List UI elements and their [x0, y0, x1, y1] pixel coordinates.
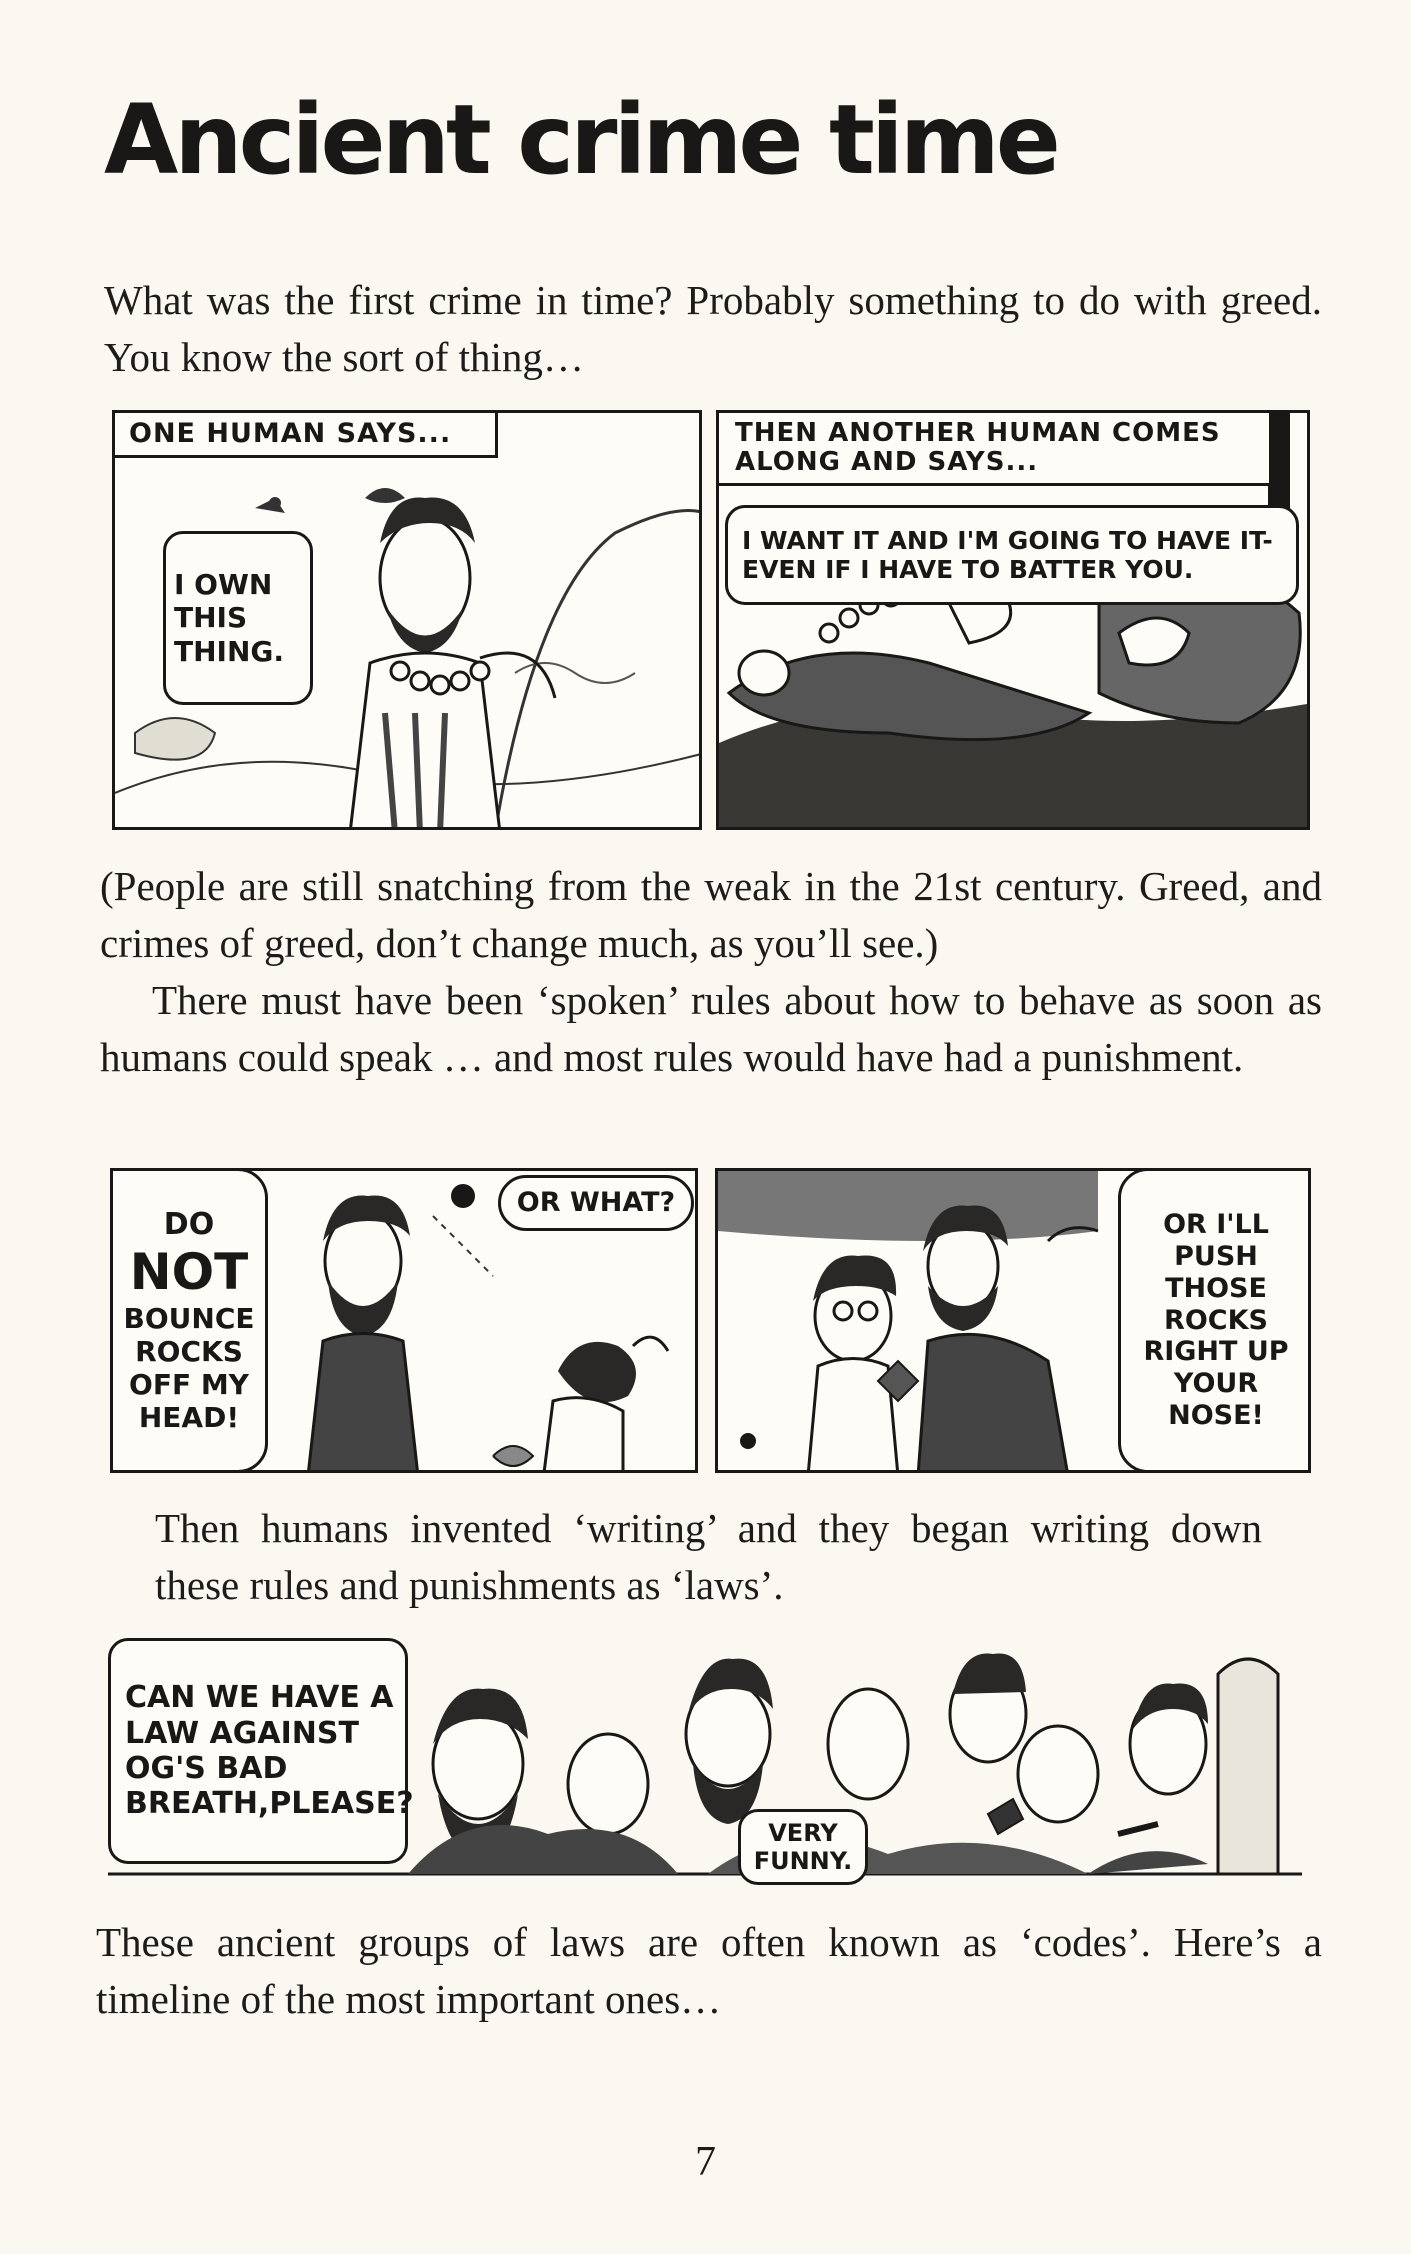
bubble-not-text: NOT — [129, 1242, 249, 1301]
codes-paragraph: These ancient groups of laws are often known as ‘codes’. Here’s a timeline of the most important ones… — [96, 1919, 1322, 2022]
spoken-rules-paragraph: There must have been ‘spoken’ rules about how to behave as soon as humans could speak … and most rules would have had a punishment. — [100, 977, 1322, 1080]
speech-bubble-push-rocks: OR I'LL PUSH THOSE ROCKS RIGHT UP YOUR NOSE! — [1118, 1168, 1311, 1473]
bubble-do-text: DO — [163, 1207, 215, 1243]
comic-panel-law-crowd — [108, 1634, 1302, 1894]
speech-bubble-very-funny: VERY FUNNY. — [738, 1809, 868, 1885]
comic-panel-want-it — [716, 410, 1310, 830]
comic-panel-push-rocks — [715, 1168, 1311, 1473]
speech-bubble-bounce-rocks — [110, 1168, 268, 1473]
caption-another-human: THEN ANOTHER HUMAN COMES ALONG AND SAYS... — [716, 410, 1272, 486]
intro-paragraph: What was the first crime in time? Probably something to do with greed. You know the sort of thing… — [104, 277, 1322, 380]
bubble-rest-text: BOUNCE ROCKS OFF MY HEAD! — [123, 1301, 255, 1434]
page-number: 7 — [695, 2139, 716, 2185]
comic-panel-own-thing — [112, 410, 702, 830]
caption-one-human-says: ONE HUMAN SAYS... — [112, 410, 498, 458]
page-title: Ancient crime time — [104, 84, 1057, 196]
speech-bubble-law-request: CAN WE HAVE A LAW AGAINST OG'S BAD BREATH,PLEASE? — [108, 1638, 408, 1864]
comic-panel-bounce-rocks — [110, 1168, 698, 1473]
greed-paragraph: (People are still snatching from the weak in the 21st century. Greed, and crimes of greed, don’t change much, as you’ll see.) — [100, 863, 1322, 966]
speech-bubble-own-thing: I OWN THIS THING. — [163, 531, 313, 705]
speech-bubble-or-what: OR WHAT? — [498, 1175, 694, 1231]
speech-bubble-want-it: I WANT IT AND I'M GOING TO HAVE IT-EVEN IF I HAVE TO BATTER YOU. — [725, 505, 1299, 605]
writing-paragraph: Then humans invented ‘writing’ and they began writing down these rules and punishments as ‘laws’. — [155, 1505, 1262, 1608]
